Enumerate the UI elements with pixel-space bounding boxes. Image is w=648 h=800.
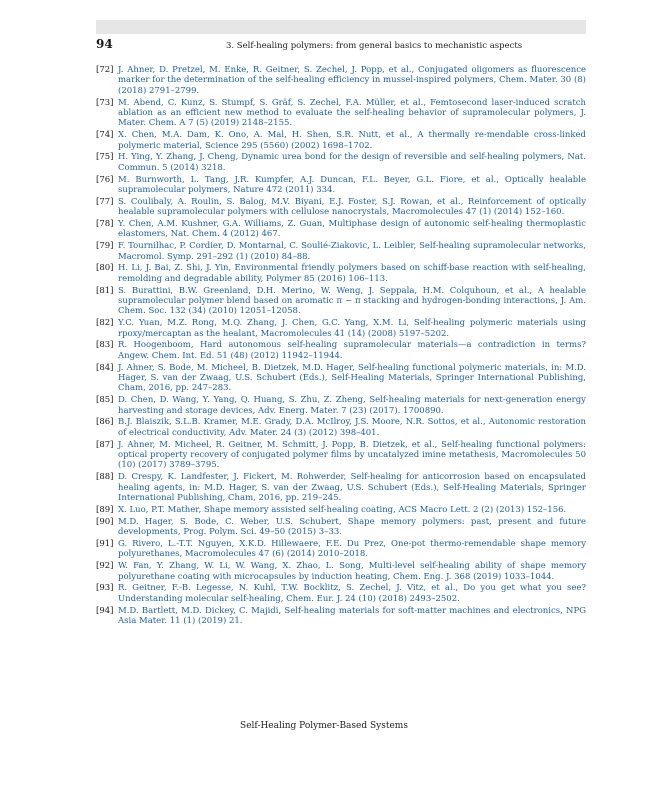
header-bar <box>96 20 586 34</box>
reference-item <box>96 197 586 218</box>
reference-item <box>96 241 586 262</box>
reference-link[interactable]: D. Crespy, K. Landfester, J. Fickert, M. Rohwerder, Self-healing for anticorrosion based on encapsulated healing agents, in: M.D. Hager, S. van der Zwaag, U.S. Schubert (Eds.), Self-Healing Materials, Springer International Publishing, Cham, 2016, pp. 219–245. <box>118 472 586 504</box>
reference-number: [89] <box>96 504 114 515</box>
reference-list <box>96 65 586 628</box>
running-head: 3. Self-healing polymers: from general basics to mechanistic aspects <box>226 41 523 51</box>
reference-link[interactable]: R. Hoogenboom, Hard autonomous self-healing supramolecular materials—a contradiction in terms? Angew. Chem. Int. Ed. 51 (48) (2012) 11942–11944. <box>118 340 586 361</box>
reference-item <box>96 517 586 538</box>
reference-item <box>96 263 586 284</box>
reference-number: [88] <box>96 472 114 483</box>
reference-number: [84] <box>96 362 114 373</box>
reference-number: [73] <box>96 97 114 108</box>
reference-link[interactable]: W. Fan, Y. Zhang, W. Li, W. Wang, X. Zhao, L. Song, Multi-level self-healing ability of shape memory polyurethane coating with microcapsules by induction heating, Chem. Eng. J. 368 (2019) 1033–1044. <box>118 561 586 582</box>
reference-number: [86] <box>96 417 114 428</box>
reference-number: [92] <box>96 561 114 572</box>
reference-link[interactable]: D. Chen, D. Wang, Y. Yang, Q. Huang, S. Zhu, Z. Zheng, Self-healing materials for next-generation energy harvesting and storage devices, Adv. Energ. Mater. 7 (23) (2017). 1700890. <box>118 395 586 416</box>
reference-item <box>96 561 586 582</box>
reference-number: [75] <box>96 152 114 163</box>
reference-link[interactable]: B.J. Blaiszik, S.L.B. Kramer, M.E. Grady, D.A. McIlroy, J.S. Moore, N.R. Sottos, et al., Autonomic restoration of electrical conductivity, Adv. Mater. 24 (3) (2012) 398–401. <box>118 417 586 438</box>
reference-number: [80] <box>96 263 114 274</box>
reference-item <box>96 395 586 416</box>
reference-number: [83] <box>96 340 114 351</box>
reference-number: [72] <box>96 65 114 75</box>
reference-number: [77] <box>96 196 114 207</box>
reference-item <box>96 318 586 339</box>
footer-book-title: Self-Healing Polymer-Based Systems <box>240 721 408 731</box>
reference-item <box>96 606 586 627</box>
reference-link[interactable]: M. Abend, C. Kunz, S. Stumpf, S. Gräf, S. Zechel, F.A. Müller, et al., Femtosecond laser-induced scratch ablation as an efficient new method to evaluate the self-healing behavior of supramolecular polymers, J. Mater. Chem. A 7 (5) (2019) 2148–2155. <box>118 97 586 129</box>
reference-link[interactable]: F. Tournilhac, P. Cordier, D. Montarnal, C. Soulié-Ziakovic, L. Leibler, Self-healing supramolecular networks, Macromol. Symp. 291–292 (1) (2010) 84–88. <box>118 241 586 262</box>
reference-number: [94] <box>96 605 114 616</box>
reference-item <box>96 98 586 129</box>
reference-number: [90] <box>96 516 114 527</box>
reference-number: [91] <box>96 538 114 549</box>
reference-item <box>96 539 586 560</box>
reference-item <box>96 175 586 196</box>
reference-item <box>96 286 586 317</box>
reference-number: [82] <box>96 318 114 329</box>
reference-item <box>96 417 586 438</box>
reference-number: [76] <box>96 174 114 185</box>
reference-item <box>96 505 586 515</box>
reference-number: [79] <box>96 241 114 252</box>
reference-item <box>96 583 586 604</box>
reference-number: [78] <box>96 219 114 230</box>
reference-item <box>96 363 586 394</box>
reference-link[interactable]: G. Rivero, L.-T.T. Nguyen, X.K.D. Hillewaere, F.E. Du Prez, One-pot thermo-remendable shape memory polyurethanes, Macromolecules 47 (6) (2014) 2010–2018. <box>118 538 586 560</box>
reference-link[interactable]: M.D. Bartlett, M.D. Dickey, C. Majidi, Self-healing materials for soft-matter machines and electronics, NPG Asia Mater. 11 (1) (2019) 21. <box>118 605 586 626</box>
reference-link[interactable]: R. Geitner, F.-B. Legesse, N. Kuhl, T.W. Bocklitz, S. Zechel, J. Vitz, et al., Do you get what you see? Understanding molecular self-healing, Chem. Eur. J. 24 (10) (2018) 2493–2502. <box>118 583 586 604</box>
reference-link[interactable]: M. Burnworth, L. Tang, J.R. Kumpfer, A.J. Duncan, F.L. Beyer, G.L. Fiore, et al., Optically healable supramolecular polymers, Nature 472 (2011) 334. <box>118 174 586 196</box>
reference-number: [74] <box>96 130 114 141</box>
reference-link[interactable]: H. Ying, Y. Zhang, J. Cheng, Dynamic urea bond for the design of reversible and self-healing polymers, Nat. Commun. 5 (2014) 3218. <box>118 152 586 173</box>
reference-number: [93] <box>96 583 114 594</box>
reference-link[interactable]: X. Luo, P.T. Mather, Shape memory assisted self-healing coating, ACS Macro Lett. 2 (2) (2013) 152–156. <box>118 504 567 515</box>
reference-link[interactable]: J. Ahner, D. Pretzel, M. Enke, R. Geitner, S. Zechel, J. Popp, et al., Conjugated oligomers as fluorescence marker for the determination of the self-healing efficiency in mussel-inspired polymers, Chem. Mater. 30 (8) (2018) 2791–2799. <box>118 65 586 96</box>
reference-item <box>96 152 586 173</box>
reference-link[interactable]: Y.C. Yuan, M.Z. Rong, M.Q. Zhang, J. Chen, G.C. Yang, X.M. Li, Self-healing polymeric materials using rpoxy/mercaptan as the healant, Macromolecules 41 (14) (2008) 5197–5202. <box>118 318 586 339</box>
reference-item <box>96 440 586 471</box>
reference-link[interactable]: Y. Chen, A.M. Kushner, G.A. Williams, Z. Guan, Multiphase design of autonomic self-healing thermoplastic elastomers, Nat. Chem. 4 (2012) 467. <box>118 219 586 240</box>
reference-item <box>96 65 586 96</box>
reference-number: [87] <box>96 439 114 450</box>
reference-item <box>96 340 586 361</box>
reference-link[interactable]: X. Chen, M.A. Dam, K. Ono, A. Mal, H. Shen, S.R. Nutt, et al., A thermally re-mendable cross-linked polymeric material, Science 295 (5560) (2002) 1698–1702. <box>118 130 586 151</box>
reference-number: [81] <box>96 285 114 296</box>
reference-link[interactable]: S. Coulibaly, A. Roulin, S. Balog, M.V. Biyani, E.J. Foster, S.J. Rowan, et al., Reinforcement of optically healable supramolecular polymers with cellulose nanocrystals, Macromolecules 47 (1) (2014) 152–160. <box>118 196 586 218</box>
reference-link[interactable]: J. Ahner, S. Bode, M. Micheel, B. Dietzek, M.D. Hager, Self-healing functional polymeric materials, in: M.D. Hager, S. van der Zwaag, U.S. Schubert (Eds.), Self-Healing Materials, Springer International Publishing, Cham, 2016, pp. 247–283. <box>118 362 586 394</box>
reference-item <box>96 219 586 240</box>
page-number: 94 <box>96 37 113 51</box>
reference-link[interactable]: H. Li, J. Bai, Z. Shi, J. Yin, Environmental friendly polymers based on schiff-base reaction with self-healing, remolding and degradable ability, Polymer 85 (2016) 106–113. <box>118 263 586 284</box>
reference-link[interactable]: S. Burattini, B.W. Greenland, D.H. Merino, W. Weng, J. Seppala, H.M. Colquhoun, et al., A healable supramolecular polymer blend based on aromatic π − π stacking and hydrogen-bonding interactions, J. Am. Chem. Soc. 132 (34) (2010) 12051–12058. <box>118 285 586 317</box>
reference-link[interactable]: J. Ahner, M. Micheel, R. Geitner, M. Schmitt, J. Popp, B. Dietzek, et al., Self-healing functional polymers: optical property recovery of conjugated polymer films by uncatalyzed imine metathesis, Macromolecules 50 (10) (2017) 3789–3795. <box>118 439 586 471</box>
reference-link[interactable]: M.D. Hager, S. Bode, C. Weber, U.S. Schubert, Shape memory polymers: past, present and future developments, Prog. Polym. Sci. 49–50 (2015) 3–33. <box>118 516 586 538</box>
reference-item <box>96 472 586 503</box>
reference-item <box>96 130 586 151</box>
reference-number: [85] <box>96 395 114 406</box>
